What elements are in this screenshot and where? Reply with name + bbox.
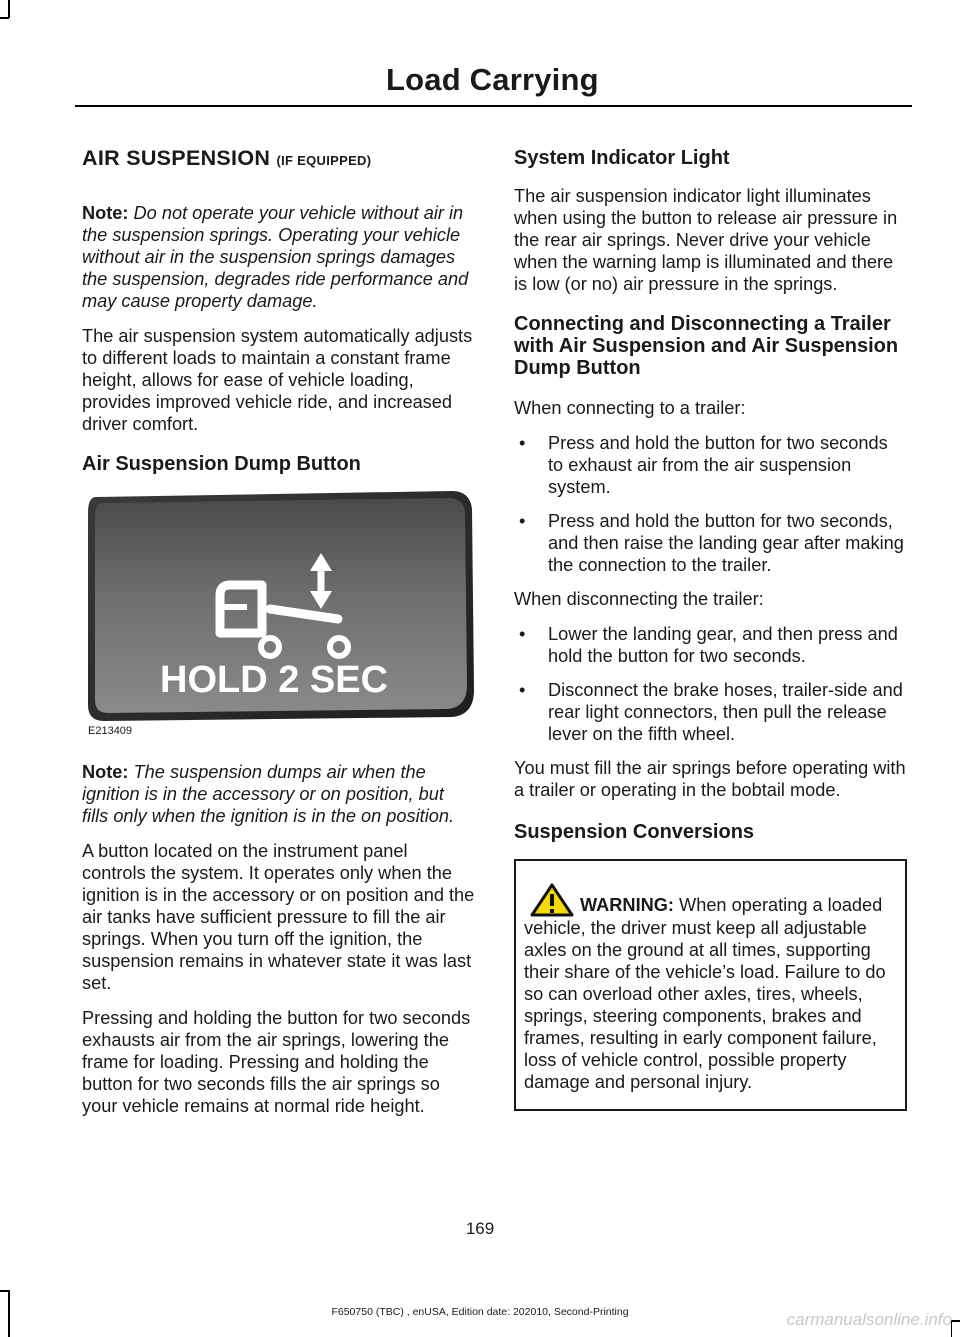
section-title-text: AIR SUSPENSION [82, 146, 271, 170]
note-label: Note: [82, 762, 129, 782]
paragraph-intro: The air suspension system automatically adjusts to different loads to maintain a constant frame height, allows for ease of vehicle loading, provides improved vehicle ride, and increased driver comfort. [82, 326, 473, 434]
bullet-icon: • [519, 680, 526, 700]
left-column [82, 140, 475, 1130]
dump-button-figure [82, 485, 475, 725]
crop-mark [0, 17, 9, 19]
list-item-text: Lower the landing gear, and then press and hold the button for two seconds. [548, 624, 898, 666]
crop-mark [0, 1290, 9, 1292]
warning-text: When operating a loaded vehicle, the driver must keep all adjustable axles on the ground at all times, supporting their share of the vehicle’s load. Failure to do so can overload other axles, tires, wheels, springs, steering components, brakes and frames, resulting in early component failure, loss of vehicle control, possible property damage and personal injury. [524, 895, 886, 1092]
paragraph-fill-springs: You must fill the air springs before operating with a trailer or operating in the bobtail mode. [514, 758, 906, 800]
note-dump-air [82, 761, 475, 827]
hold-2-sec-label: HOLD 2 SEC [160, 659, 389, 701]
truck-suspension-dump-icon [82, 485, 475, 725]
page-number: 169 [465, 1219, 495, 1238]
connecting-intro: When connecting to a trailer: [514, 398, 746, 418]
subheading-suspension-conversions: Suspension Conversions [514, 821, 755, 843]
list-item [514, 432, 907, 498]
footer-edition: F650750 (TBC) , enUSA, Edition date: 202010, Second-Printing [331, 1306, 629, 1318]
connecting-list [514, 432, 907, 576]
chapter-title: Load Carrying [386, 62, 599, 97]
bullet-icon: • [519, 624, 526, 644]
crop-mark [951, 1320, 960, 1322]
list-item-text: Press and hold the button for two seconds to exhaust air from the air suspension system. [548, 433, 888, 497]
subheading-dump-button: Air Suspension Dump Button [82, 453, 361, 475]
warning-paragraph [524, 883, 897, 1093]
bullet-icon: • [519, 511, 526, 531]
right-column [514, 140, 907, 1111]
list-item-text: Press and hold the button for two seconds, and then raise the landing gear after making the connection to the trailer. [548, 511, 904, 575]
paragraph-button-location: A button located on the instrument panel controls the system. It operates only when the ignition is in the accessory or on position and the air tanks have sufficient pressure to fill the air springs. When you turn off the ignition, the suspension remains in whatever state it was last set. [82, 841, 475, 993]
crop-mark [8, 0, 10, 18]
note-text: Do not operate your vehicle without air in the suspension springs. Operating your vehicle without air in the suspension springs damages the suspension, degrades ride performance and may cause property damage. [82, 203, 469, 311]
subheading-indicator-light: System Indicator Light [514, 147, 730, 169]
section-title [82, 145, 475, 174]
disconnecting-list [514, 623, 907, 745]
paragraph-indicator-light: The air suspension indicator light illuminates when using the button to release air pressure in the rear air springs. Never drive your vehicle when the warning lamp is illuminated and there is low (or no) air pressure in the springs. [514, 186, 898, 294]
note-text: The suspension dumps air when the ignition is in the accessory or on position, but fills only when the ignition is in the on position. [82, 762, 455, 826]
header-divider [75, 105, 912, 107]
figure-code: E213409 [88, 725, 133, 737]
paragraph-button-hold: Pressing and holding the button for two seconds exhausts air from the air springs, lowering the frame for loading. Pressing and holding the button for two seconds fills the air springs so your vehicle remains at normal ride height. [82, 1008, 471, 1116]
note-no-air [82, 202, 475, 312]
watermark: carmanualsonline.info [786, 1310, 952, 1329]
list-item [514, 623, 907, 667]
section-title-suffix: (IF EQUIPPED) [276, 153, 372, 168]
warning-label: WARNING: [580, 895, 674, 915]
bullet-icon: • [519, 433, 526, 453]
disconnecting-intro: When disconnecting the trailer: [514, 589, 764, 609]
subheading-trailer: Connecting and Disconnecting a Trailer with Air Suspension and Air Suspension Dump Button [514, 313, 899, 379]
note-label: Note: [82, 203, 129, 223]
list-item [514, 510, 907, 576]
warning-box [514, 859, 907, 1111]
warning-triangle-icon [530, 883, 574, 917]
list-item [514, 679, 907, 745]
list-item-text: Disconnect the brake hoses, trailer-side and rear light connectors, then pull the release lever on the fifth wheel. [548, 680, 903, 744]
